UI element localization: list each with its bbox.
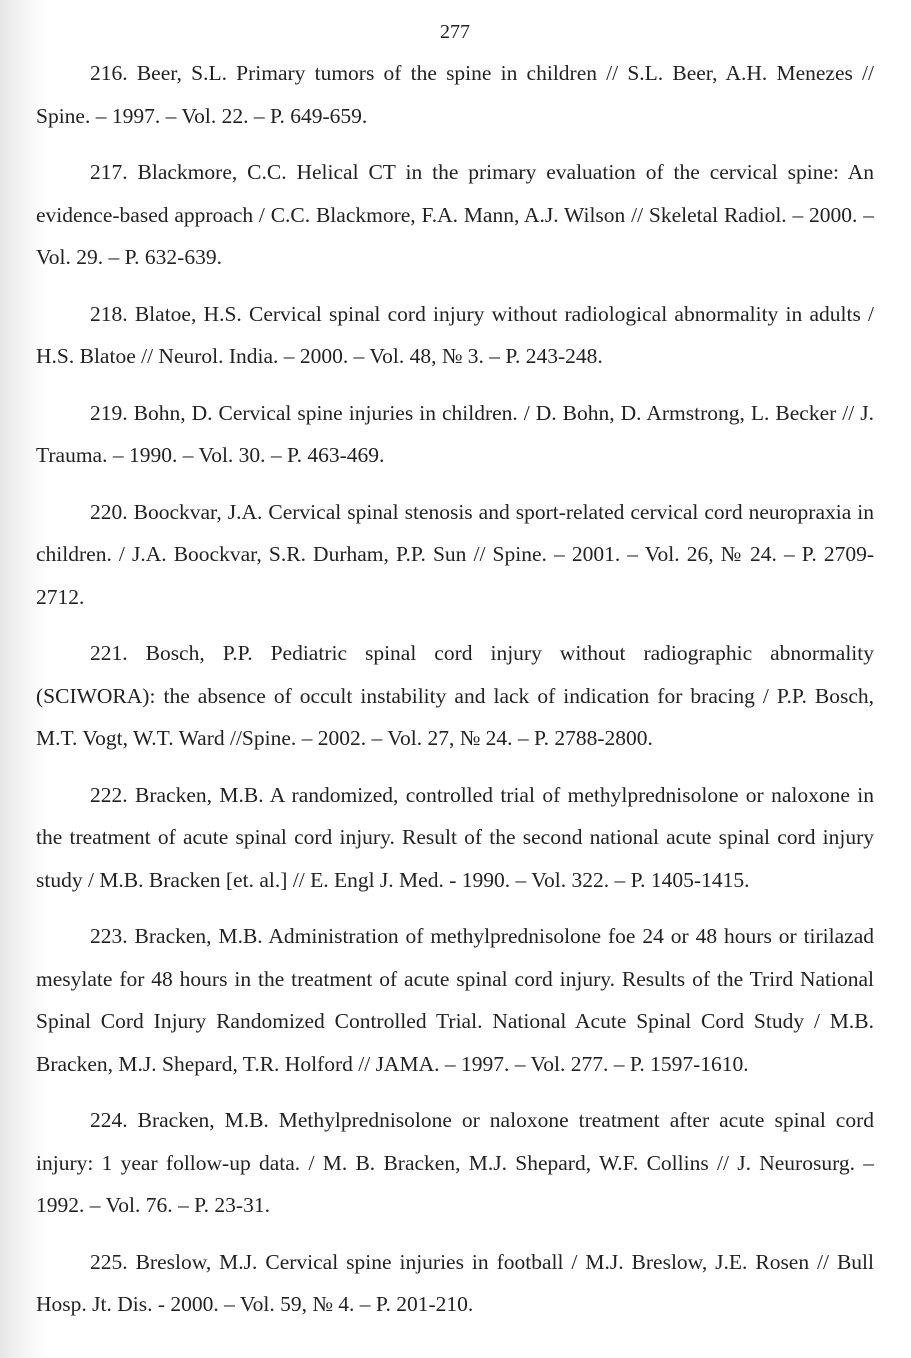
reference-entry: 224. Bracken, M.B. Methylprednisolone or naloxone treatment after acute spinal cord injury: 1 year follow-up data. / M. B. Bracken, M.J. Shepard, W.F. Collins // J. Neurosurg. – 1992. – Vol. 76. – P. 23-31. bbox=[36, 1108, 874, 1217]
reference-entry: 219. Bohn, D. Cervical spine injuries in children. / D. Bohn, D. Armstrong, L. Becker // J. Trauma. – 1990. – Vol. 30. – P. 463-469. bbox=[36, 400, 874, 467]
reference-entry: 222. Bracken, M.B. A randomized, controlled trial of methylprednisolone or naloxone in the treatment of acute spinal cord injury. Result of the second national acute spinal cord injury study / M.B. Bracken [et. al.] // E. Engl J. Med. - 1990. – Vol. 322. – P. 1405-1415. bbox=[36, 782, 874, 892]
reference-entry: 218. Blatoe, H.S. Cervical spinal cord injury without radiological abnormality in adults / H.S. Blatoe // Neurol. India. – 2000. – Vol. 48, № 3. – P. 243-248. bbox=[36, 301, 874, 368]
reference-entry: 216. Beer, S.L. Primary tumors of the spine in children // S.L. Beer, A.H. Menezes // Spine. – 1997. – Vol. 22. – P. 649-659. bbox=[36, 61, 874, 128]
reference-entry: 225. Breslow, M.J. Cervical spine injuries in football / M.J. Breslow, J.E. Rosen // Bull Hosp. Jt. Dis. - 2000. – Vol. 59, № 4. – P. 201-210. bbox=[36, 1249, 874, 1316]
page-number: 277 bbox=[440, 21, 470, 43]
document-page bbox=[36, 0, 874, 1358]
reference-list bbox=[36, 52, 874, 1340]
reference-entry: 217. Blackmore, C.C. Helical CT in the primary evaluation of the cervical spine: An evidence-based approach / C.C. Blackmore, F.A. Mann, A.J. Wilson // Skeletal Radiol. – 2000. – Vol. 29. – P. 632-639. bbox=[36, 160, 874, 269]
reference-entry: 220. Boockvar, J.A. Cervical spinal stenosis and sport-related cervical cord neuropraxia in children. / J.A. Boockvar, S.R. Durham, P.P. Sun // Spine. – 2001. – Vol. 26, № 24. – P. 2709-2712. bbox=[36, 499, 874, 609]
reference-entry: 223. Bracken, M.B. Administration of methylprednisolone foe 24 or 48 hours or tirilazad mesylate for 48 hours in the treatment of acute spinal cord injury. Results of the Trird National Spinal Cord Injury Randomized Controlled Trial. National Acute Spinal Cord Study / M.B. Bracken, M.J. Shepard, T.R. Holford // JAMA. – 1997. – Vol. 277. – P. 1597-1610. bbox=[36, 924, 874, 1076]
reference-entry: 221. Bosch, P.P. Pediatric spinal cord injury without radiographic abnormality (SCIWORA): the absence of occult instability and lack of indication for bracing / P.P. Bosch, M.T. Vogt, W.T. Ward //Spine. – 2002. – Vol. 27, № 24. – P. 2788-2800. bbox=[36, 641, 874, 750]
